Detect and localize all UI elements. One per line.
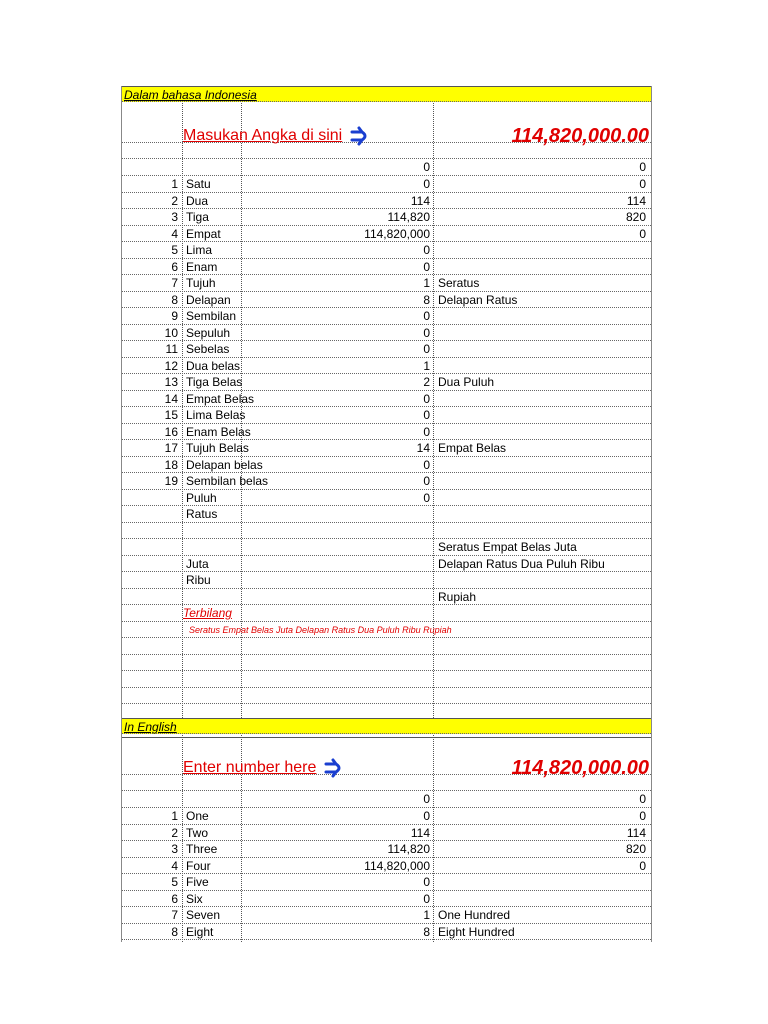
- word-cell: Two: [186, 825, 209, 840]
- row-number: 16: [164, 424, 178, 439]
- value-cell: 0: [423, 391, 430, 406]
- word-cell: [183, 589, 239, 605]
- terbilang-row: [122, 605, 651, 622]
- word-cell: Empat Belas: [186, 391, 255, 406]
- table-row: [122, 325, 651, 342]
- input-prompt-text: Masukan Angka di sini: [183, 127, 343, 144]
- row-number: 9: [171, 309, 178, 323]
- table-row: [122, 825, 651, 842]
- result-cell: [435, 358, 650, 374]
- result-cell: 0: [639, 177, 646, 191]
- section-header: [122, 718, 651, 734]
- value-cell: 1: [423, 908, 430, 922]
- row-number: 1: [171, 177, 178, 191]
- word-cell: One: [186, 809, 209, 823]
- result-cell: 114: [626, 825, 646, 840]
- table-row: [122, 209, 651, 226]
- result-cell: Eight Hundred: [438, 924, 515, 939]
- word-cell: Delapan: [186, 292, 231, 307]
- row-number: 14: [164, 391, 178, 406]
- row-number: 8: [171, 292, 178, 307]
- word-cell: Empat: [186, 226, 221, 241]
- blank-row: [122, 688, 651, 705]
- result-cell: [435, 325, 650, 341]
- table-row: [122, 457, 651, 474]
- result-cell: [435, 490, 650, 506]
- result-cell: Delapan Ratus Dua Puluh Ribu: [438, 556, 605, 571]
- spreadsheet: [121, 86, 652, 942]
- section-title: In English: [124, 720, 177, 734]
- value-cell: 0: [423, 259, 430, 274]
- row-number: 4: [171, 858, 178, 873]
- word-cell: Satu: [186, 177, 211, 191]
- result-cell: [435, 572, 650, 588]
- row-number: 13: [164, 375, 178, 389]
- row-number: 5: [171, 243, 178, 257]
- row-number: 6: [171, 259, 178, 274]
- result-cell: [435, 407, 650, 423]
- word-cell: Tujuh: [186, 276, 216, 290]
- blank-row: [122, 143, 651, 159]
- value-cell: 8: [423, 292, 430, 307]
- word-cell: Enam Belas: [186, 424, 251, 439]
- table-row: [122, 391, 651, 408]
- word-cell: Lima Belas: [186, 408, 246, 422]
- value-cell: [242, 523, 433, 539]
- row-number: 10: [164, 325, 178, 340]
- row-number: 19: [164, 474, 178, 488]
- word-cell: Five: [186, 875, 209, 889]
- value-cell: 0: [423, 875, 430, 889]
- row-number: 18: [164, 457, 178, 472]
- result-cell: [435, 457, 650, 473]
- word-cell: Seven: [186, 908, 221, 922]
- table-row: [122, 539, 651, 556]
- table-row: [122, 473, 651, 490]
- word-cell: Sembilan belas: [186, 474, 269, 488]
- table-row: [122, 242, 651, 259]
- row-number: [122, 506, 181, 522]
- input-row: [122, 734, 651, 779]
- table-row: [122, 440, 651, 457]
- value-cell: 114,820: [387, 842, 430, 856]
- result-cell: 0: [639, 226, 646, 241]
- table-row: [122, 891, 651, 908]
- value-cell: 114,820: [387, 210, 430, 224]
- section-title: Dalam bahasa Indonesia: [124, 88, 257, 102]
- value-cell: 2: [423, 375, 430, 389]
- table-row: [122, 841, 651, 858]
- row-number: [122, 523, 181, 539]
- result-cell: 114: [626, 193, 646, 208]
- result-cell: [435, 424, 650, 440]
- value-cell: 0: [423, 424, 430, 439]
- value-cell: [242, 506, 433, 522]
- value-cell: 0: [423, 474, 430, 488]
- row-number: 4: [171, 226, 178, 241]
- value-cell: 14: [416, 441, 430, 455]
- table-row: [122, 556, 651, 573]
- word-cell: Three: [186, 842, 218, 856]
- word-cell: Eight: [186, 924, 214, 939]
- section-header: [122, 86, 651, 102]
- word-cell: Tujuh Belas: [186, 441, 249, 455]
- blank-row: [122, 671, 651, 688]
- table-row: [122, 523, 651, 540]
- terbilang-label: Terbilang: [183, 606, 232, 620]
- word-cell: [183, 523, 239, 539]
- word-cell: [183, 539, 239, 555]
- word-cell: Six: [186, 891, 203, 906]
- table-row: [122, 308, 651, 325]
- terbilang-row: [122, 622, 651, 639]
- value-cell: 1: [423, 358, 430, 373]
- word-cell: Dua: [186, 193, 209, 208]
- result-cell: Empat Belas: [438, 441, 507, 455]
- word-cell: Dua belas: [186, 358, 241, 373]
- value-cell: 0: [423, 490, 430, 505]
- value-cell: [242, 572, 433, 588]
- word-cell: Enam: [186, 259, 218, 274]
- table-row: [122, 589, 651, 606]
- row-number: 6: [171, 891, 178, 906]
- table-row: [122, 858, 651, 875]
- result-cell: [435, 874, 650, 890]
- sheet-row: [122, 791, 651, 808]
- result-cell: 0: [639, 858, 646, 873]
- terbilang-text: Seratus Empat Belas Juta Delapan Ratus Dua Puluh Ribu Rupiah: [189, 624, 452, 635]
- table-row: [122, 226, 651, 243]
- table-row: [122, 490, 651, 507]
- word-cell: Tiga: [186, 210, 209, 224]
- word-cell: Ratus: [186, 507, 218, 521]
- row-number: 7: [171, 276, 178, 290]
- word-cell: Lima: [186, 243, 213, 257]
- row-number: 5: [171, 875, 178, 889]
- result-cell: Seratus Empat Belas Juta: [438, 540, 577, 554]
- result-cell: [435, 891, 650, 907]
- table-row: [122, 874, 651, 891]
- word-cell: Sebelas: [186, 342, 230, 356]
- table-row: [122, 808, 651, 825]
- word-cell: Puluh: [186, 490, 217, 505]
- table-row: [122, 292, 651, 309]
- value-cell: 114: [410, 193, 430, 208]
- value-cell: 0: [423, 792, 430, 806]
- table-row: [122, 358, 651, 375]
- result-cell: [435, 341, 650, 357]
- value-cell: 0: [423, 177, 430, 191]
- table-row: [122, 572, 651, 589]
- value-cell: 0: [423, 408, 430, 422]
- value-cell: 0: [423, 809, 430, 823]
- input-row: [122, 102, 651, 147]
- table-row: [122, 275, 651, 292]
- table-row: [122, 506, 651, 523]
- result-cell: [435, 242, 650, 258]
- value-cell: [242, 539, 433, 555]
- value-cell: 1: [423, 276, 430, 290]
- row-number: 2: [171, 825, 178, 840]
- value-cell: 0: [423, 160, 430, 174]
- row-number: [122, 572, 181, 588]
- table-row: [122, 407, 651, 424]
- word-cell: Four: [186, 858, 211, 873]
- row-number: 3: [171, 842, 178, 856]
- result-cell: 0: [639, 809, 646, 823]
- result-cell: Rupiah: [438, 589, 477, 604]
- value-cell: 0: [423, 457, 430, 472]
- result-cell: [435, 259, 650, 275]
- table-row: [122, 259, 651, 276]
- row-number: 1: [171, 809, 178, 823]
- result-cell: [435, 473, 650, 489]
- word-cell: Tiga Belas: [186, 375, 243, 389]
- value-cell: 0: [423, 325, 430, 340]
- row-number: 2: [171, 193, 178, 208]
- value-cell: [242, 556, 433, 572]
- result-cell: One Hundred: [438, 908, 511, 922]
- table-row: [122, 193, 651, 210]
- row-number: [122, 539, 181, 555]
- table-row: [122, 907, 651, 924]
- number-input-cell[interactable]: 114,820,000.00: [511, 125, 649, 147]
- table-row: [122, 374, 651, 391]
- table-row: [122, 176, 651, 193]
- row-number: [122, 589, 181, 605]
- blank-row: [122, 655, 651, 672]
- table-row: [122, 924, 651, 941]
- result-cell: 820: [625, 842, 646, 856]
- word-cell: Sembilan: [186, 309, 237, 323]
- result-cell: [435, 391, 650, 407]
- input-prompt-text: Enter number here: [183, 759, 317, 776]
- sheet-row: [122, 159, 651, 176]
- row-number: [122, 490, 181, 506]
- result-cell: 820: [625, 210, 646, 224]
- row-number: 15: [164, 408, 178, 422]
- row-number: [122, 556, 181, 572]
- value-cell: [242, 589, 433, 605]
- value-cell: 8: [423, 924, 430, 939]
- value-cell: 0: [423, 891, 430, 906]
- row-number: 8: [171, 924, 178, 939]
- value-cell: 114: [410, 825, 430, 840]
- table-row: [122, 341, 651, 358]
- result-cell: Dua Puluh: [438, 375, 495, 389]
- result-cell: [435, 523, 650, 539]
- row-number: 7: [171, 908, 178, 922]
- value-cell: 0: [423, 243, 430, 257]
- result-cell: Seratus: [438, 276, 480, 290]
- word-cell: Ribu: [186, 573, 211, 587]
- table-row: [122, 424, 651, 441]
- value-cell: 0: [423, 309, 430, 323]
- value-cell: 114,820,000: [364, 858, 430, 873]
- word-cell: Delapan belas: [186, 457, 263, 472]
- result-cell: [435, 506, 650, 522]
- value-cell: 0: [423, 342, 430, 356]
- result-cell: 0: [639, 792, 646, 806]
- word-cell: Sepuluh: [186, 325, 231, 340]
- result-cell: Delapan Ratus: [438, 292, 518, 307]
- result-cell: [435, 308, 650, 324]
- result-cell: 0: [639, 160, 646, 174]
- row-number: 11: [165, 342, 178, 356]
- row-number: 3: [171, 210, 178, 224]
- blank-row: [122, 638, 651, 655]
- number-input-cell[interactable]: 114,820,000.00: [511, 757, 649, 779]
- word-cell: Juta: [186, 556, 209, 571]
- row-number: 17: [164, 441, 178, 455]
- row-number: 12: [164, 358, 178, 373]
- value-cell: 114,820,000: [364, 226, 430, 241]
- blank-row: [122, 775, 651, 791]
